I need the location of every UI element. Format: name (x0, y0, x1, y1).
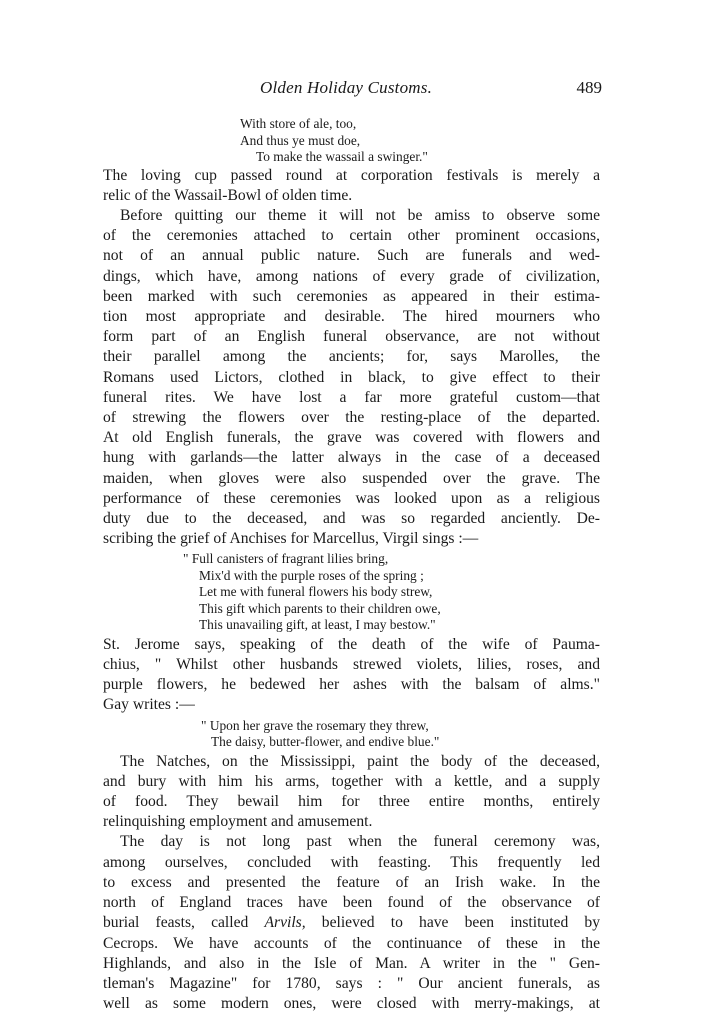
text-line: dings, which have, among nations of every grade of civilization, (103, 267, 600, 285)
text-line: chius, " Whilst other husbands strewed violets, lilies, roses, and (103, 656, 600, 674)
verse-virgil (103, 551, 600, 634)
text-line: relinquishing employment and amusement. (103, 813, 373, 831)
verse-line: Let me with funeral flowers his body strew, (199, 584, 433, 600)
text-line: among ourselves, concluded with feasting. This frequently led (103, 853, 600, 871)
paragraph-funerals (103, 206, 600, 549)
text-line-arvils (103, 913, 600, 933)
verse-wassail (103, 116, 600, 166)
text-line: St. Jerome says, speaking of the death of the wife of Pauma- (103, 635, 600, 653)
text-line: not of an annual public nature. Such are funerals and wed- (103, 247, 600, 265)
text-line: relic of the Wassail-Bowl of olden time. (103, 186, 353, 204)
text-line: funeral rites. We have lost a far more grateful custom—that (103, 388, 600, 406)
text-line: The loving cup passed round at corporation festivals is merely a (103, 166, 600, 184)
book-page (103, 0, 600, 1014)
verse-line: To make the wassail a swinger." (256, 149, 428, 164)
text-line: tleman's Magazine" for 1780, says : " Our ancient funerals, as (103, 974, 600, 992)
text-line: performance of these ceremonies was looked upon as a religious (103, 489, 600, 507)
text-line: of strewing the flowers over the resting-place of the departed. (103, 408, 600, 426)
text-line: duty due to the deceased, and was so regarded anciently. De- (103, 509, 600, 527)
text-line: At old English funerals, the grave was covered with flowers and (103, 429, 600, 447)
text-line: well as some modern ones, were closed with merry-makings, at (103, 995, 600, 1013)
text-line: to excess and presented the feature of an Irish wake. In the (103, 873, 600, 891)
text-line: Cecrops. We have accounts of the continuance of these in the (103, 934, 600, 952)
verse-line: This gift which parents to their children owe, (199, 600, 441, 616)
verse-line: " Upon her grave the rosemary they threw, (201, 717, 429, 733)
verse-line: Mix'd with the purple roses of the spring ; (199, 567, 424, 583)
paragraph-loving-cup (103, 166, 600, 206)
text-line: form part of an English funeral observance, are not without (103, 328, 600, 346)
paragraph-jerome (103, 635, 600, 716)
verse-line: This unavailing gift, at least, I may bestow." (199, 617, 436, 633)
running-title: Olden Holiday Customs. (260, 78, 433, 97)
text-line: north of England traces have been found of the observance of (103, 894, 600, 912)
text-line: The day is not long past when the funeral ceremony was, (120, 833, 600, 851)
text-line: Highlands, and also in the Isle of Man. A writer in the " Gen- (103, 954, 600, 972)
text-fragment: burial feasts, called (103, 914, 265, 932)
text-line: scribing the grief of Anchises for Marcellus, Virgil sings :— (103, 530, 479, 548)
text-line: The Natches, on the Mississippi, paint the body of the deceased, (120, 752, 600, 770)
verse-line: And thus ye must doe, (240, 132, 361, 148)
text-line: hung with garlands—the latter always in the case of a deceased (103, 449, 600, 467)
verse-line: The daisy, butter-flower, and endive blue." (211, 734, 440, 750)
text-line: Romans used Lictors, clothed in black, to give effect to their (103, 368, 600, 386)
text-line: maiden, when gloves were also suspended over the grave. The (103, 469, 600, 487)
page-header (103, 78, 600, 118)
text-line: of food. They bewail him for three entire months, entirely (103, 793, 600, 811)
text-fragment: believed to have been instituted by (305, 914, 600, 932)
paragraph-feasting (103, 832, 600, 1014)
text-line: and bury with him his arms, together with a kettle, and a supply (103, 772, 600, 790)
paragraph-natches (103, 752, 600, 833)
page-number: 489 (576, 78, 602, 97)
text-line: Gay writes :— (103, 696, 195, 714)
verse-line: With store of ale, too, (240, 116, 357, 131)
italic-term-arvils: Arvils, (264, 914, 306, 932)
text-line: purple flowers, he bedewed her ashes with the balsam of alms." (103, 676, 600, 694)
verse-line: " Full canisters of fragrant lilies bring, (183, 551, 389, 567)
text-line: tion most appropriate and desirable. The hired mourners who (103, 307, 600, 325)
text-line: their parallel among the ancients; for, says Marolles, the (103, 348, 600, 366)
text-line: Before quitting our theme it will not be amiss to observe some (120, 206, 600, 224)
text-line: been marked with such ceremonies as appeared in their estima- (103, 287, 600, 305)
verse-gay (103, 718, 600, 751)
text-line: of the ceremonies attached to certain other prominent occasions, (103, 227, 600, 245)
